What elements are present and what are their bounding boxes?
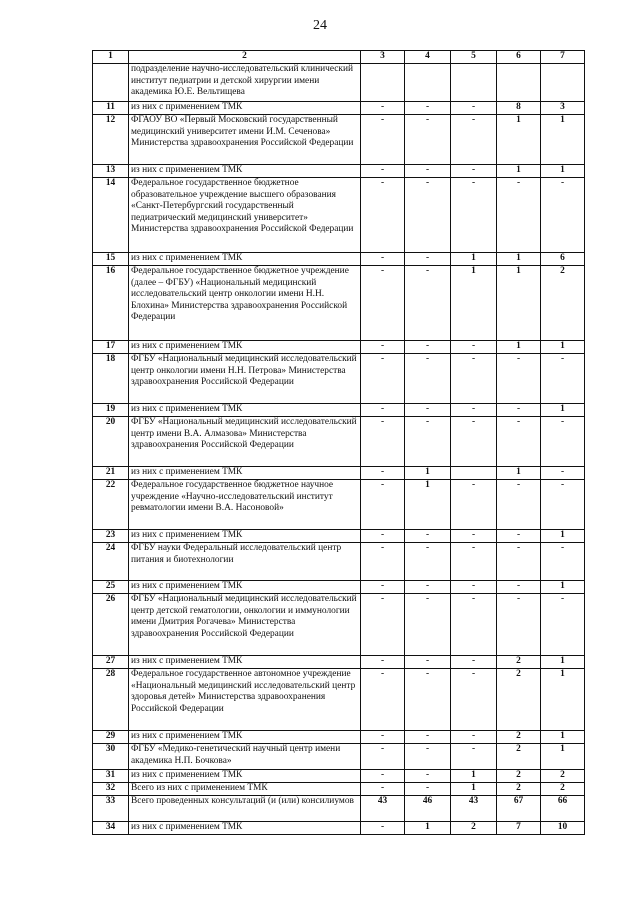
cell-v3: -	[361, 581, 405, 594]
cell-v4: -	[405, 543, 451, 581]
row-description: из них с применением ТМК	[129, 530, 361, 543]
cell-v5: -	[451, 543, 497, 581]
cell-v6: 2	[497, 783, 541, 796]
row-description: Федеральное государственное бюджетное научное учреждение «Научно-исследовательский институт ревматологии имени В.А. Насоновой»	[129, 480, 361, 530]
cell-v4: -	[405, 341, 451, 354]
row-number: 11	[93, 102, 129, 115]
cell-v3: -	[361, 266, 405, 341]
column-header: 5	[451, 51, 497, 64]
row-description: ФГБУ «Медико-генетический научный центр имени академика Н.П. Бочкова»	[129, 744, 361, 770]
cell-v4: 1	[405, 822, 451, 835]
cell-v4: -	[405, 354, 451, 404]
data-table	[92, 50, 585, 835]
cell-v6: 2	[497, 744, 541, 770]
cell-v5: -	[451, 417, 497, 467]
cell-v6: 2	[497, 656, 541, 669]
cell-v6: -	[497, 530, 541, 543]
cell-v5: -	[451, 480, 497, 530]
cell-v7: -	[541, 417, 585, 467]
cell-v4: -	[405, 783, 451, 796]
cell-v5	[451, 64, 497, 102]
cell-v7: 1	[541, 404, 585, 417]
cell-v4: -	[405, 594, 451, 656]
cell-v3: -	[361, 417, 405, 467]
cell-v5: -	[451, 404, 497, 417]
cell-v6: 1	[497, 467, 541, 480]
cell-v3: -	[361, 178, 405, 253]
cell-v3: -	[361, 543, 405, 581]
row-number: 19	[93, 404, 129, 417]
cell-v4: -	[405, 165, 451, 178]
cell-v4: -	[405, 417, 451, 467]
cell-v5: -	[451, 731, 497, 744]
column-header: 2	[129, 51, 361, 64]
row-description: Всего из них с применением ТМК	[129, 783, 361, 796]
cell-v7: 1	[541, 115, 585, 165]
cell-v7: -	[541, 178, 585, 253]
row-number: 29	[93, 731, 129, 744]
cell-v7: 10	[541, 822, 585, 835]
table-row	[93, 770, 585, 783]
table-row	[93, 744, 585, 770]
cell-v5: 1	[451, 253, 497, 266]
cell-v3: -	[361, 354, 405, 404]
table-row	[93, 64, 585, 102]
cell-v6: -	[497, 404, 541, 417]
table-row	[93, 822, 585, 835]
cell-v4	[405, 64, 451, 102]
row-number: 21	[93, 467, 129, 480]
cell-v7: 1	[541, 656, 585, 669]
cell-v3: -	[361, 115, 405, 165]
row-description: Федеральное государственное бюджетное образовательное учреждение высшего образования «Санкт-Петербургский государственный педиатрический медицинский университет» Министерства здравоохранения Российской Федерации	[129, 178, 361, 253]
row-number: 13	[93, 165, 129, 178]
row-number: 33	[93, 796, 129, 822]
table-row	[93, 594, 585, 656]
cell-v4: -	[405, 731, 451, 744]
cell-v4: -	[405, 770, 451, 783]
cell-v4: -	[405, 669, 451, 731]
table-row	[93, 266, 585, 341]
cell-v7: -	[541, 543, 585, 581]
table-row	[93, 417, 585, 467]
cell-v4: -	[405, 266, 451, 341]
table-row	[93, 341, 585, 354]
cell-v3	[361, 64, 405, 102]
cell-v6: -	[497, 543, 541, 581]
row-number: 16	[93, 266, 129, 341]
cell-v4: -	[405, 656, 451, 669]
cell-v4: -	[405, 530, 451, 543]
table-row	[93, 731, 585, 744]
row-number: 34	[93, 822, 129, 835]
cell-v7: 1	[541, 530, 585, 543]
cell-v7: 1	[541, 581, 585, 594]
table-row	[93, 354, 585, 404]
row-number: 17	[93, 341, 129, 354]
cell-v3: -	[361, 253, 405, 266]
cell-v5: -	[451, 102, 497, 115]
cell-v7: 1	[541, 731, 585, 744]
cell-v7: 1	[541, 744, 585, 770]
row-number: 28	[93, 669, 129, 731]
cell-v7: 1	[541, 669, 585, 731]
cell-v6: -	[497, 354, 541, 404]
cell-v7: 66	[541, 796, 585, 822]
cell-v4: -	[405, 581, 451, 594]
cell-v4: 1	[405, 467, 451, 480]
row-number: 27	[93, 656, 129, 669]
cell-v3: -	[361, 783, 405, 796]
cell-v6: 7	[497, 822, 541, 835]
cell-v7: -	[541, 480, 585, 530]
cell-v3: -	[361, 822, 405, 835]
cell-v5: -	[451, 744, 497, 770]
cell-v4: 46	[405, 796, 451, 822]
table-row	[93, 480, 585, 530]
cell-v6: -	[497, 417, 541, 467]
row-number: 18	[93, 354, 129, 404]
cell-v5: 43	[451, 796, 497, 822]
cell-v3: -	[361, 102, 405, 115]
column-header: 3	[361, 51, 405, 64]
cell-v5: 1	[451, 783, 497, 796]
table-row	[93, 581, 585, 594]
row-description: ФГБУ «Национальный медицинский исследовательский центр имени В.А. Алмазова» Министерства здравоохранения Российской Федерации	[129, 417, 361, 467]
column-header: 6	[497, 51, 541, 64]
cell-v5: 1	[451, 770, 497, 783]
table-row	[93, 796, 585, 822]
cell-v3: -	[361, 165, 405, 178]
row-description: из них с применением ТМК	[129, 165, 361, 178]
table-row	[93, 656, 585, 669]
row-number	[93, 64, 129, 102]
table-row	[93, 783, 585, 796]
row-description: Федеральное государственное автономное учреждение «Национальный медицинский исследовательский центр здоровья детей» Министерства здравоохранения Российской Федерации	[129, 669, 361, 731]
cell-v4: -	[405, 253, 451, 266]
table-row	[93, 467, 585, 480]
column-header: 1	[93, 51, 129, 64]
row-description: из них с применением ТМК	[129, 467, 361, 480]
cell-v5: -	[451, 530, 497, 543]
row-description: из них с применением ТМК	[129, 731, 361, 744]
cell-v5: -	[451, 341, 497, 354]
row-number: 24	[93, 543, 129, 581]
cell-v4: -	[405, 178, 451, 253]
row-description: ФГБУ науки Федеральный исследовательский центр питания и биотехнологии	[129, 543, 361, 581]
cell-v6: 1	[497, 266, 541, 341]
table-row	[93, 165, 585, 178]
cell-v7: -	[541, 594, 585, 656]
cell-v6: 2	[497, 770, 541, 783]
cell-v7: 2	[541, 266, 585, 341]
cell-v3: 43	[361, 796, 405, 822]
table-header-row	[93, 51, 585, 64]
page-number: 24	[313, 18, 327, 33]
table-row	[93, 178, 585, 253]
cell-v5: 1	[451, 266, 497, 341]
cell-v7: 6	[541, 253, 585, 266]
row-description: из них с применением ТМК	[129, 404, 361, 417]
cell-v3: -	[361, 594, 405, 656]
cell-v4: -	[405, 404, 451, 417]
cell-v6: 1	[497, 115, 541, 165]
cell-v6: 8	[497, 102, 541, 115]
cell-v6: 1	[497, 165, 541, 178]
column-header: 4	[405, 51, 451, 64]
cell-v5: -	[451, 669, 497, 731]
cell-v6: 1	[497, 253, 541, 266]
table-row	[93, 115, 585, 165]
row-description: из них с применением ТМК	[129, 253, 361, 266]
row-number: 30	[93, 744, 129, 770]
row-number: 26	[93, 594, 129, 656]
cell-v7: 1	[541, 341, 585, 354]
row-description: из них с применением ТМК	[129, 656, 361, 669]
cell-v3: -	[361, 656, 405, 669]
cell-v6: 2	[497, 731, 541, 744]
row-description: ФГАОУ ВО «Первый Московский государственный медицинский университет имени И.М. Сеченова» Министерства здравоохранения Российской Федерации	[129, 115, 361, 165]
row-number: 12	[93, 115, 129, 165]
table-row	[93, 543, 585, 581]
cell-v6: -	[497, 581, 541, 594]
cell-v6: 2	[497, 669, 541, 731]
cell-v5: -	[451, 115, 497, 165]
cell-v6: -	[497, 178, 541, 253]
cell-v6: 1	[497, 341, 541, 354]
cell-v7: 2	[541, 783, 585, 796]
row-description: ФГБУ «Национальный медицинский исследовательский центр онкологии имени Н.Н. Петрова» Министерства здравоохранения Российской Федерации	[129, 354, 361, 404]
row-description: ФГБУ «Национальный медицинский исследовательский центр детской гематологии, онкологии и иммунологии имени Дмитрия Рогачева» Министерства здравоохранения Российской Федерации	[129, 594, 361, 656]
column-header: 7	[541, 51, 585, 64]
cell-v6	[497, 64, 541, 102]
table-row	[93, 102, 585, 115]
table-row	[93, 253, 585, 266]
cell-v5	[451, 467, 497, 480]
cell-v5: -	[451, 178, 497, 253]
cell-v5: 2	[451, 822, 497, 835]
row-description: Федеральное государственное бюджетное учреждение (далее – ФГБУ) «Национальный медицинский исследовательский центр онкологии имени Н.Н. Блохина» Министерства здравоохранения Российской Федерации	[129, 266, 361, 341]
cell-v3: -	[361, 669, 405, 731]
cell-v7	[541, 64, 585, 102]
cell-v7: -	[541, 467, 585, 480]
cell-v3: -	[361, 530, 405, 543]
row-number: 31	[93, 770, 129, 783]
cell-v7: 2	[541, 770, 585, 783]
cell-v7: 1	[541, 165, 585, 178]
cell-v5: -	[451, 656, 497, 669]
row-number: 15	[93, 253, 129, 266]
cell-v4: -	[405, 744, 451, 770]
row-number: 25	[93, 581, 129, 594]
cell-v5: -	[451, 165, 497, 178]
cell-v6: -	[497, 594, 541, 656]
row-description: подразделение научно-исследовательский клинический институт педиатрии и детской хирургии имени академика Ю.Е. Вельтищева	[129, 64, 361, 102]
cell-v4: -	[405, 115, 451, 165]
row-number: 14	[93, 178, 129, 253]
table-row	[93, 404, 585, 417]
cell-v3: -	[361, 731, 405, 744]
row-number: 20	[93, 417, 129, 467]
cell-v3: -	[361, 341, 405, 354]
cell-v3: -	[361, 770, 405, 783]
cell-v4: -	[405, 102, 451, 115]
row-description: Всего проведенных консультаций (и (или) консилиумов	[129, 796, 361, 822]
cell-v7: -	[541, 354, 585, 404]
cell-v5: -	[451, 354, 497, 404]
row-number: 22	[93, 480, 129, 530]
row-description: из них с применением ТМК	[129, 102, 361, 115]
table-row	[93, 530, 585, 543]
row-description: из них с применением ТМК	[129, 581, 361, 594]
row-number: 32	[93, 783, 129, 796]
cell-v6: 67	[497, 796, 541, 822]
cell-v3: -	[361, 744, 405, 770]
table-row	[93, 669, 585, 731]
cell-v7: 3	[541, 102, 585, 115]
cell-v5: -	[451, 581, 497, 594]
cell-v3: -	[361, 404, 405, 417]
row-description: из них с применением ТМК	[129, 822, 361, 835]
row-number: 23	[93, 530, 129, 543]
cell-v5: -	[451, 594, 497, 656]
cell-v4: 1	[405, 480, 451, 530]
cell-v6: -	[497, 480, 541, 530]
row-description: из них с применением ТМК	[129, 770, 361, 783]
row-description: из них с применением ТМК	[129, 341, 361, 354]
cell-v3: -	[361, 467, 405, 480]
cell-v3: -	[361, 480, 405, 530]
